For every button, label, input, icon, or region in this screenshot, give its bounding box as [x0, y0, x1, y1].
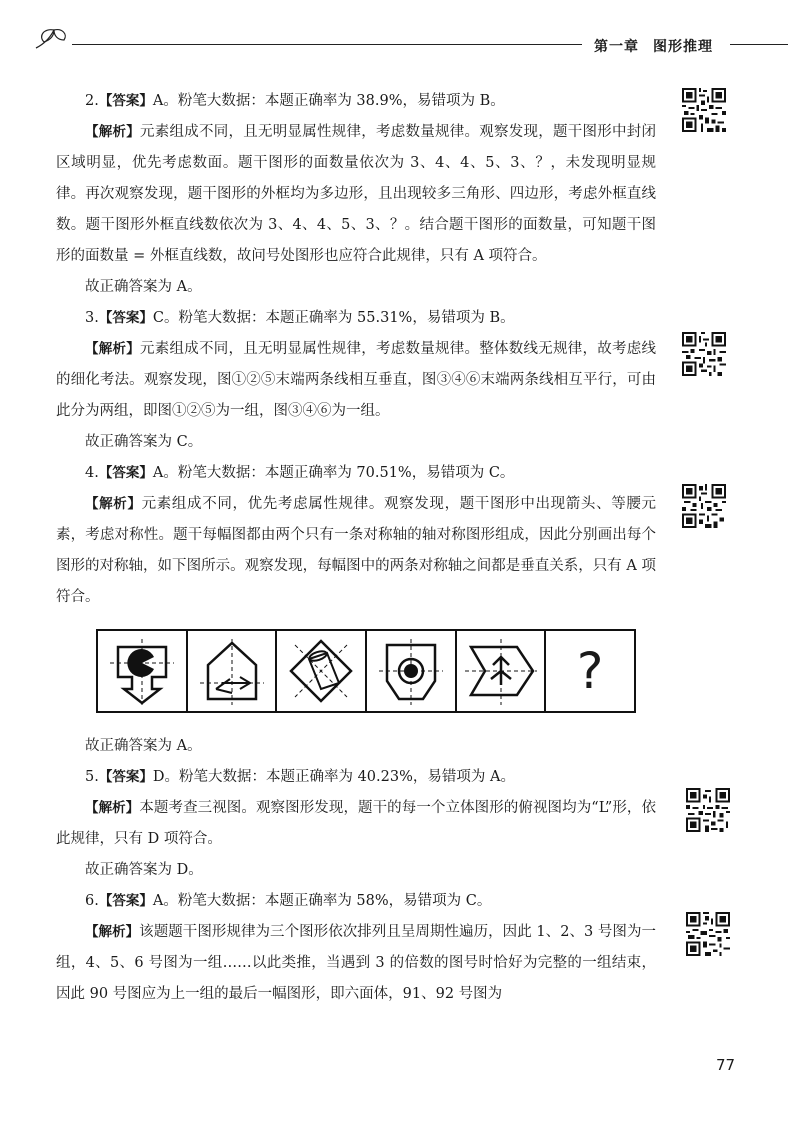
figure-cell-4	[367, 631, 457, 711]
analysis-tag: 【解析】	[85, 924, 140, 940]
conclusion-2: 故正确答案为 A。	[85, 279, 202, 295]
answer-line-3	[56, 303, 656, 334]
chevron-arrows-figure	[461, 635, 541, 707]
page-body	[56, 86, 656, 1010]
answer-tag: 【答案】	[98, 310, 153, 326]
analysis-text: 元素组成不同，且无明显属性规律，考虑数量规律。整体数线无规律，故考虑线的细化考法。观察发现，图①②⑤末端两条线相互垂直，图③④⑥末端两条线相互平行，可由此分为两组，即图①②⑤为一组，图③④⑥为一组。	[56, 341, 656, 419]
arrow-pacman-figure	[102, 635, 182, 707]
answer-text: A。粉笔大数据：本题正确率为 70.51%，易错项为 C。	[152, 465, 515, 481]
qr-code-icon	[682, 332, 726, 376]
question-number: 3.	[85, 310, 99, 326]
header-rule-right	[730, 44, 788, 45]
conclusion-4: 故正确答案为 A。	[85, 738, 202, 754]
conclusion-5: 故正确答案为 D。	[85, 862, 203, 878]
figure-cell-1	[98, 631, 188, 711]
answer-tag: 【答案】	[98, 769, 153, 785]
analysis-text: 元素组成不同，且无明显属性规律，考虑数量规律。观察发现，题干图形中封闭区域明显，优先考虑数面。题干图形的面数量依次为 3、4、4、5、3、？，未发现明显规律。再次观察发现，题干图形的外框均为多边形，且出现较多三角形、四边形，考虑外框直线数。题干图形外框直线数依次为 3、4、4、5、3、？。结合题干图形的面数量，可知题干图形的面数量 = 外框直线数，故问号处图形也应符合此规律，只有 A 项符合。	[56, 124, 656, 264]
conclusion-3: 故正确答案为 C。	[85, 434, 203, 450]
analysis-text: 元素组成不同，优先考虑属性规律。观察发现，题干图形中出现箭头、等腰元素，考虑对称性。题干每幅图都由两个只有一条对称轴的轴对称图形组成，因此分别画出每个图形的对称轴，如下图所示。观察发现，每幅图中的两条对称轴之间都是垂直关系，只有 A 项符合。	[56, 496, 657, 605]
header-rule	[72, 44, 582, 45]
analysis-tag: 【解析】	[85, 124, 140, 140]
question-number: 2.	[85, 93, 99, 109]
analysis-tag: 【解析】	[85, 800, 140, 816]
qr-code-icon	[682, 484, 726, 528]
symmetry-figure-row	[96, 629, 636, 713]
analysis-paragraph-6	[56, 917, 656, 1010]
answer-text: A。粉笔大数据：本题正确率为 58%，易错项为 C。	[152, 893, 492, 909]
diamond-cylinder-figure	[281, 635, 361, 707]
answer-line-5	[56, 762, 656, 793]
figure-cell-2	[188, 631, 278, 711]
analysis-paragraph-5	[56, 793, 656, 855]
question-number: 5.	[85, 769, 99, 785]
chapter-heading	[594, 36, 713, 56]
answer-tag: 【答案】	[98, 893, 153, 909]
analysis-paragraph-4	[56, 489, 656, 613]
analysis-text: 本题考查三视图。观察图形发现，题干的每一个立体图形的俯视图均为“L”形，依此规律，只有 D 项符合。	[56, 800, 657, 847]
figure-cell-3	[277, 631, 367, 711]
question-mark: ?	[576, 642, 604, 700]
qr-code-icon	[682, 88, 726, 132]
analysis-tag: 【解析】	[85, 341, 140, 357]
answer-text: A。粉笔大数据：本题正确率为 38.9%，易错项为 B。	[152, 93, 505, 109]
figure-cell-6	[546, 631, 634, 711]
page-number: 77	[716, 1056, 736, 1074]
answer-line-4	[56, 458, 656, 489]
house-arrow-figure	[192, 635, 272, 707]
answer-tag: 【答案】	[98, 93, 153, 109]
figure-cell-5	[457, 631, 547, 711]
leaf-icon	[34, 26, 70, 52]
shield-circle-figure	[371, 635, 451, 707]
question-number: 4.	[85, 465, 99, 481]
analysis-paragraph-3	[56, 334, 656, 427]
answer-line-2	[56, 86, 656, 117]
analysis-paragraph-2	[56, 117, 656, 272]
answer-text: C。粉笔大数据：本题正确率为 55.31%，易错项为 B。	[152, 310, 515, 326]
analysis-text: 该题题干图形规律为三个图形依次排列且呈周期性遍历，因此 1、2、3 号图为一组，4、5、6 号图为一组……以此类推，当遇到 3 的倍数的图号时恰好为完整的一组结束，因此 90 号图应为上一组的最后一幅图形，即六面体，91、92 号图为	[56, 924, 656, 1002]
analysis-tag: 【解析】	[85, 496, 142, 512]
answer-text: D。粉笔大数据：本题正确率为 40.23%，易错项为 A。	[152, 769, 515, 785]
qr-code-icon	[686, 912, 730, 956]
chapter-title: 图形推理	[653, 39, 713, 55]
answer-line-6	[56, 886, 656, 917]
answer-tag: 【答案】	[98, 465, 153, 481]
chapter-number: 第一章	[594, 39, 639, 55]
qr-code-icon	[686, 788, 730, 832]
question-number: 6.	[85, 893, 99, 909]
